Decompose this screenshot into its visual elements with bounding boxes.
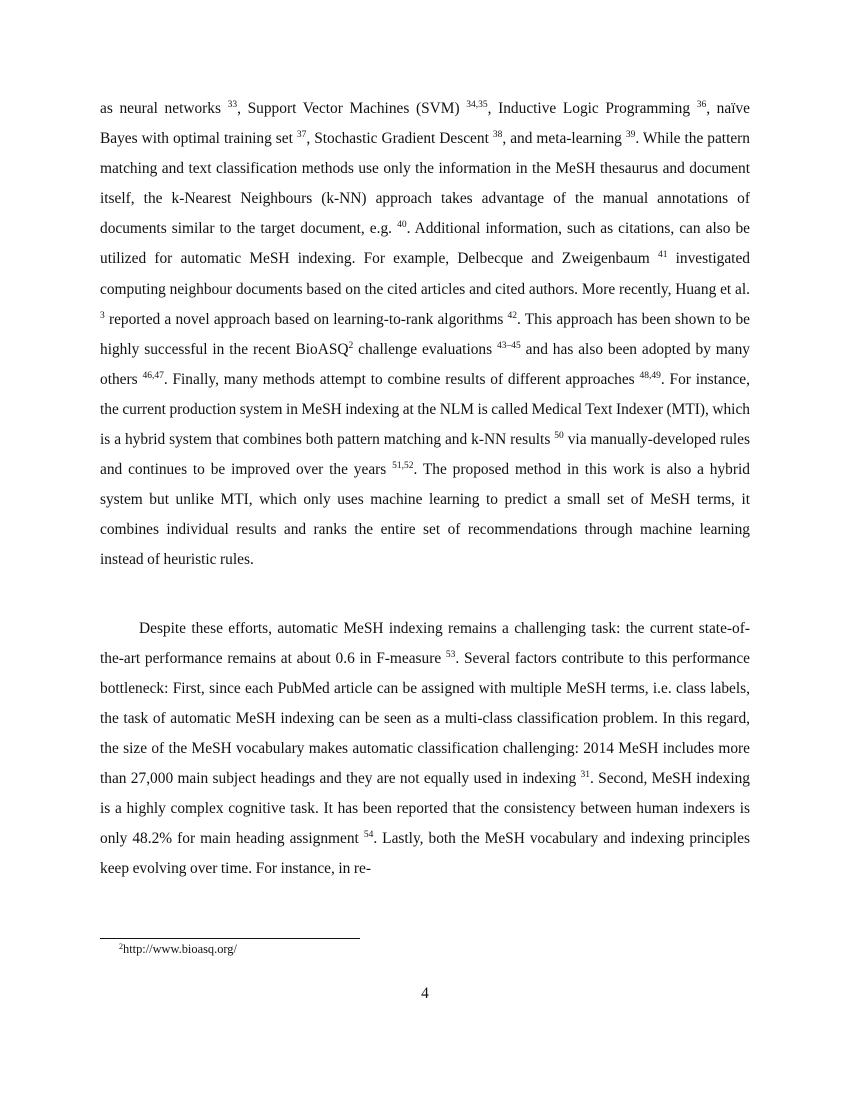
paragraph-1: [100, 94, 750, 576]
text-run: investigated computing neighbour documents based on the cited articles and cited authors. More recently, Huang et al.: [100, 250, 750, 298]
text-run: , and meta-learning: [502, 130, 626, 148]
footnote-mark: 2: [119, 942, 123, 951]
citation-ref: 42: [507, 310, 518, 321]
citation-ref: 46,47: [142, 370, 164, 381]
citation-ref: 34,35: [466, 100, 488, 110]
footnote-text: http://www.bioasq.org/: [123, 942, 237, 956]
text-run: . While the pattern matching and text classification methods use only the information in the MeSH thesaurus and document itself, the k-Nearest Neighbours (k-NN) approach takes advantage of the manual annotations of documents similar to the target document, e.g.: [100, 130, 750, 238]
citation-ref: 2: [348, 340, 354, 351]
footnote: [119, 941, 237, 957]
text-run: , Support Vector Machines (SVM): [237, 100, 467, 117]
body-text: [100, 94, 750, 884]
text-run: . Second, MeSH indexing is a highly complex cognitive task. It has been reported that the consistency between human indexers is only 48.2% for main heading assignment: [100, 769, 750, 848]
text-run: . Finally, many methods attempt to combine results of different approaches: [163, 370, 640, 388]
text-run: Despite these efforts, automatic MeSH indexing remains a challenging task: the current state-of-the-art performance remains at about 0.6 in F-measure: [100, 619, 750, 667]
citation-ref: 41: [657, 250, 668, 261]
text-run: . Additional information, such as citations, can also be utilized for automatic MeSH indexing. For example, Delbecque and Zweigenbaum: [100, 220, 750, 268]
text-run: challenge evaluations: [353, 340, 498, 358]
citation-ref: 54: [363, 830, 374, 841]
citation-ref: 3: [100, 310, 105, 321]
text-run: . For instance, the current production system in MeSH indexing at the NLM is called Medical Text Indexer (MTI), which is a hybrid system that combines both pattern matching and k-NN results: [100, 370, 750, 449]
page-number: 4: [421, 985, 429, 1002]
text-run: , Inductive Logic Programming: [487, 100, 697, 117]
text-run: . The proposed method in this work is also a hybrid system but unlike MTI, which only uses machine learning to predict a small set of MeSH terms, it combines individual results and ranks the entire set of recommendations through machine learning instead of heuristic rules.: [100, 461, 750, 569]
text-run: and has also been adopted by many others: [100, 340, 750, 388]
citation-ref: 48,49: [639, 370, 661, 381]
text-run: , Stochastic Gradient Descent: [306, 130, 493, 148]
citation-ref: 36: [696, 100, 707, 110]
citation-ref: 38: [492, 130, 503, 141]
citation-ref: 53: [445, 649, 456, 660]
text-run: . This approach has been shown to be highly successful in the recent BioASQ: [100, 310, 751, 358]
citation-ref: 51,52: [392, 461, 414, 472]
citation-ref: 50: [554, 431, 564, 442]
citation-ref: 33: [227, 100, 238, 110]
paragraph-2: [100, 614, 750, 885]
text-run: reported a novel approach based on learning-to-rank algorithms: [104, 310, 508, 328]
text-run: via manually-developed rules and continues to be improved over the years: [100, 431, 750, 479]
text-run: , naïve Bayes with optimal training set: [100, 100, 751, 148]
citation-ref: 40: [397, 220, 407, 231]
footnote-rule: [100, 938, 360, 939]
text-run: as neural networks: [100, 100, 228, 117]
text-run: . Lastly, both the MeSH vocabulary and indexing principles keep evolving over time. For instance, in re-: [100, 830, 751, 878]
citation-ref: 31: [580, 769, 590, 780]
citation-ref: 43–45: [497, 340, 521, 351]
citation-ref: 39: [625, 130, 636, 141]
citation-ref: 37: [296, 130, 307, 141]
text-run: . Several factors contribute to this performance bottleneck: First, since each PubMed article can be assigned with multiple MeSH terms, i.e. class labels, the task of automatic MeSH indexing can be seen as a multi-class classification problem. In this regard, the size of the MeSH vocabulary makes automatic classification challenging: 2014 MeSH includes more than 27,000 main subject headings and they are not equally used in indexing: [100, 649, 750, 787]
